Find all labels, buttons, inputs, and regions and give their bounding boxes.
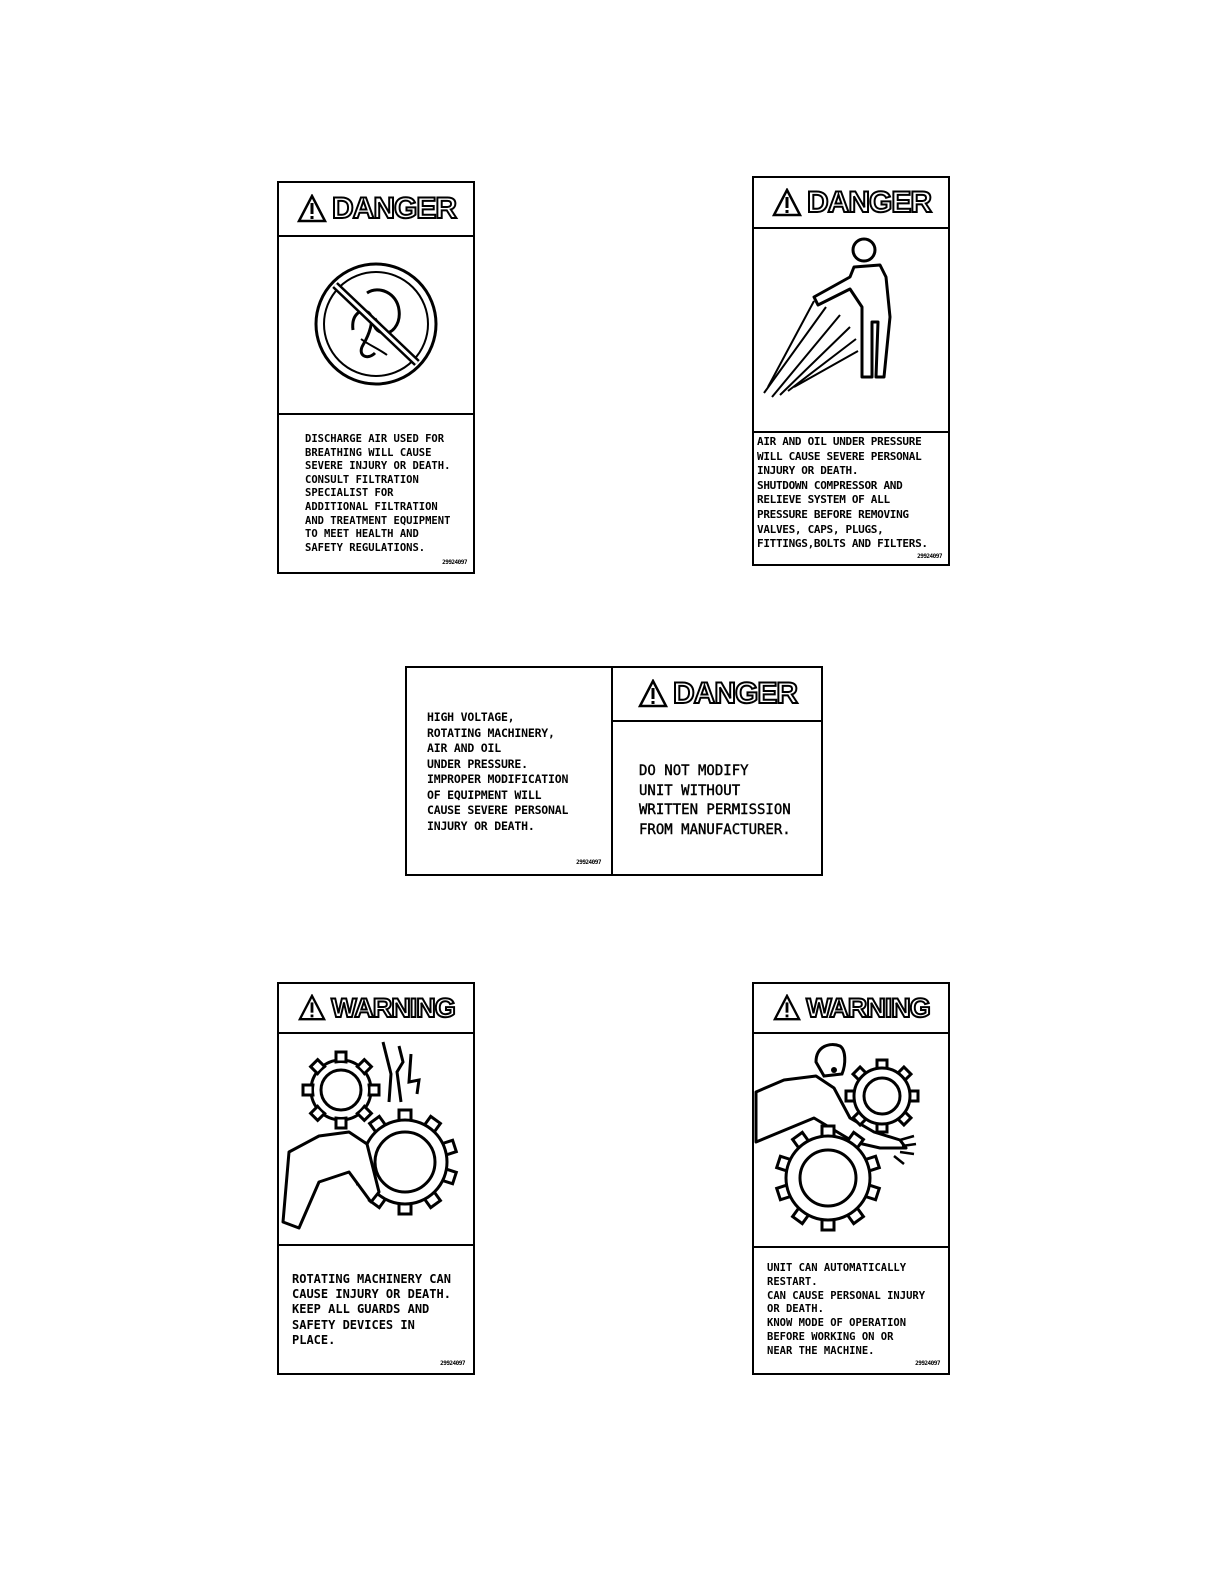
decal-header — [279, 183, 473, 237]
warning-triangle-icon — [296, 194, 328, 224]
decal-message: HIGH VOLTAGE, ROTATING MACHINERY, AIR AND OIL UNDER PRESSURE. IMPROPER MODIFICATION OF EQUIPMENT WILL CAUSE SEVERE PERSONAL INJURY OR DEATH. — [427, 710, 569, 833]
decal-header — [279, 984, 473, 1034]
danger-decal-breathing — [277, 181, 475, 574]
decal-part-number: 29924097 — [442, 559, 467, 566]
decal-header-label: DANGER — [672, 677, 797, 710]
warning-decal-rotating — [277, 982, 475, 1375]
decal-message: UNIT CAN AUTOMATICALLY RESTART. CAN CAUSE PERSONAL INJURY OR DEATH. KNOW MODE OF OPERATION BEFORE WORKING ON OR NEAR THE MACHINE. — [767, 1262, 926, 1357]
decal-part-number: 29924097 — [915, 1360, 940, 1367]
decal-header-label: WARNING — [331, 992, 455, 1023]
no-breathing-icon — [279, 235, 473, 415]
warning-triangle-icon — [637, 679, 669, 709]
decal-left-panel — [407, 668, 613, 874]
warning-triangle-icon — [771, 188, 803, 218]
decal-message: AIR AND OIL UNDER PRESSURE WILL CAUSE SEVERE PERSONAL INJURY OR DEATH. SHUTDOWN COMPRESSOR AND RELIEVE SYSTEM OF ALL PRESSURE BEFORE REMOVING VALVES, CAPS, PLUGS, FITTINGS,BOLTS AND FILTERS. — [757, 435, 928, 551]
decal-message: DISCHARGE AIR USED FOR BREATHING WILL CAUSE SEVERE INJURY OR DEATH. CONSULT FILTRATION SPECIALIST FOR ADDITIONAL FILTRATION AND TREATMENT EQUIPMENT TO MEET HEALTH AND SAFETY REGULATIONS. — [305, 433, 451, 554]
decal-header — [754, 178, 948, 229]
gears-hand-icon — [279, 1032, 473, 1246]
warning-decal-restart — [752, 982, 950, 1375]
decal-header-label: DANGER — [806, 185, 931, 219]
warning-triangle-icon — [297, 994, 327, 1022]
decal-header — [754, 984, 948, 1034]
decal-part-number: 29924097 — [440, 1360, 465, 1367]
warning-triangle-icon — [772, 994, 802, 1022]
decal-header-label: DANGER — [331, 192, 456, 225]
pressure-spray-person-icon — [754, 227, 948, 433]
decal-right-panel — [613, 668, 821, 874]
decal-part-number: 29924097 — [576, 859, 601, 866]
danger-decal-modify — [405, 666, 823, 876]
decal-message: ROTATING MACHINERY CAN CAUSE INJURY OR DEATH. KEEP ALL GUARDS AND SAFETY DEVICES IN PLACE. — [292, 1272, 451, 1347]
decal-header-label: WARNING — [806, 992, 930, 1023]
decal-header — [613, 668, 821, 722]
danger-decal-pressure — [752, 176, 950, 566]
gears-person-icon — [754, 1032, 948, 1248]
decal-instruction: DO NOT MODIFY UNIT WITHOUT WRITTEN PERMISSION FROM MANUFACTURER. — [639, 763, 791, 838]
decal-part-number: 29924097 — [917, 553, 942, 560]
